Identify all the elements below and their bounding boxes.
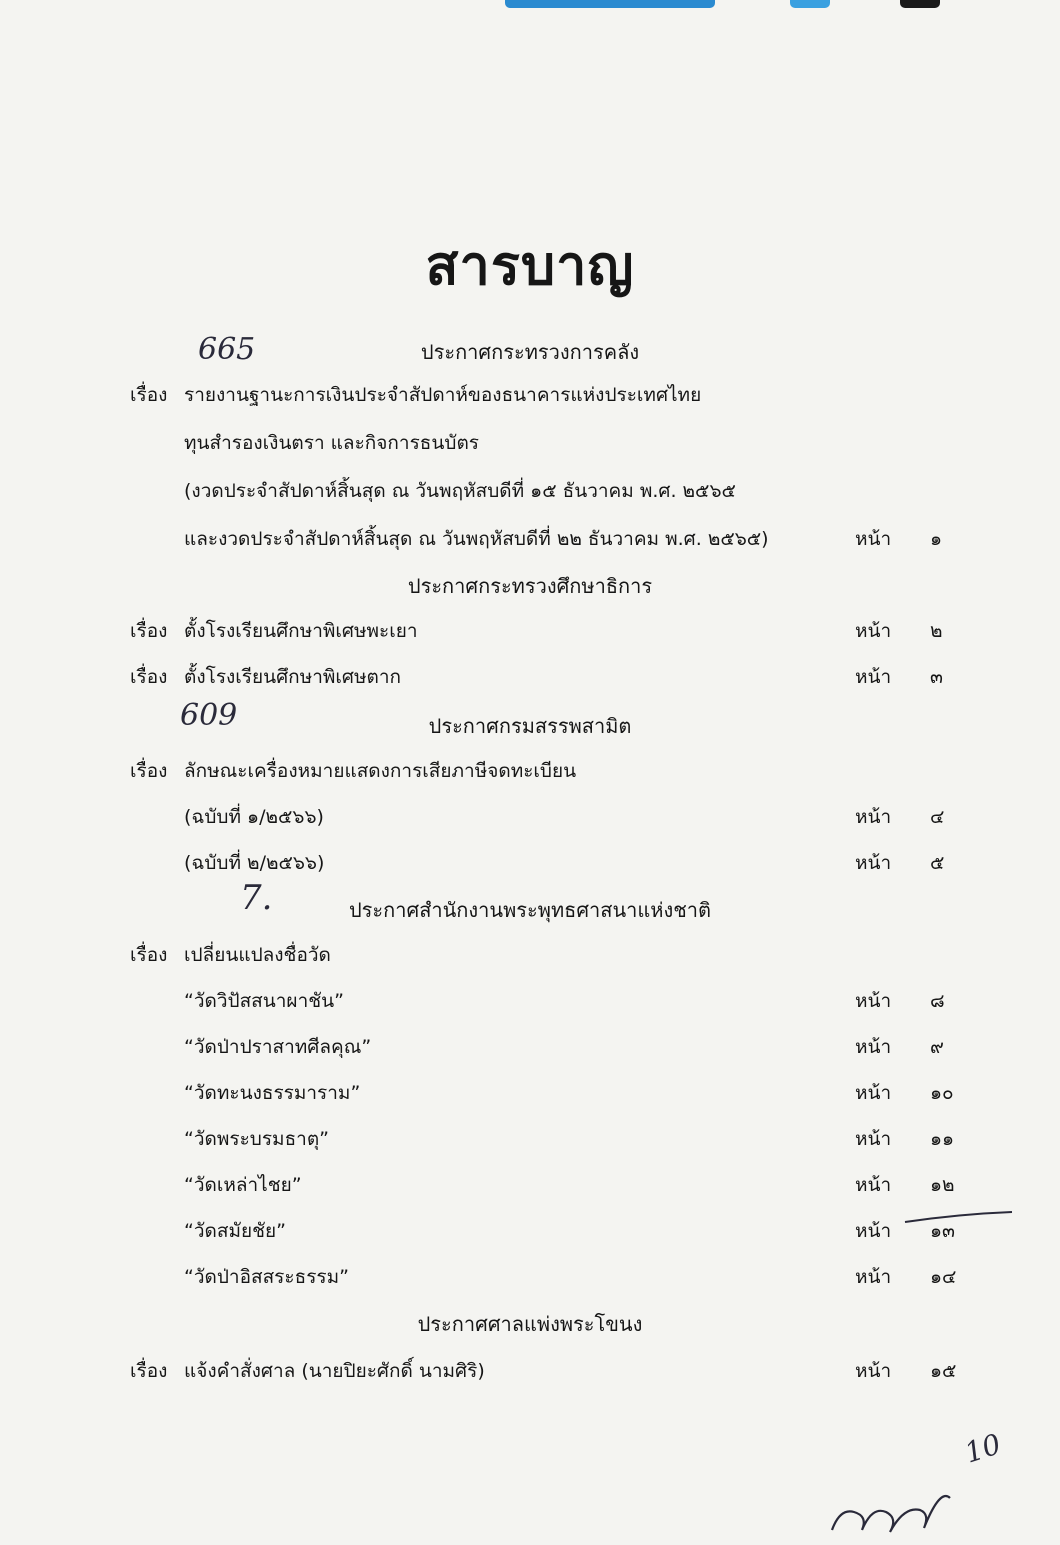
page-label: หน้า bbox=[855, 1174, 892, 1196]
section-heading-finance: ประกาศกระทรวงการคลัง bbox=[420, 340, 640, 364]
entry-label: เรื่อง bbox=[130, 1360, 168, 1382]
entry-text: แจ้งคำสั่งศาล (นายปิยะศักดิ์ นามศิริ) bbox=[184, 1360, 485, 1382]
page-title: สารบาญ bbox=[425, 234, 635, 297]
entry-text: รายงานฐานะการเงินประจำสัปดาห์ของธนาคารแห่งประเทศไทย bbox=[184, 384, 702, 406]
page-label: หน้า bbox=[855, 1036, 892, 1058]
entry-text: ตั้งโรงเรียนศึกษาพิเศษพะเยา bbox=[184, 620, 418, 642]
handwritten-stroke bbox=[905, 1212, 1012, 1222]
entry-text: “วัดเหล่าไชย” bbox=[184, 1174, 302, 1196]
page-number: ๑๓ bbox=[930, 1220, 956, 1242]
entry-label: เรื่อง bbox=[130, 384, 168, 406]
page-label: หน้า bbox=[855, 528, 892, 550]
entry-text: “วัดพระบรมธาตุ” bbox=[184, 1128, 330, 1150]
page-number: ๒ bbox=[930, 620, 943, 642]
page-label: หน้า bbox=[855, 990, 892, 1012]
entry-label: เรื่อง bbox=[130, 620, 168, 642]
entry-text: “วัดป่าปราสาทศีลคุณ” bbox=[184, 1036, 372, 1058]
page-number: ๑๐ bbox=[930, 1082, 954, 1104]
page-number: ๑๔ bbox=[930, 1266, 957, 1288]
page-number: ๙ bbox=[930, 1036, 944, 1058]
page-label: หน้า bbox=[855, 852, 892, 874]
section-heading-education: ประกาศกระทรวงศึกษาธิการ bbox=[407, 574, 653, 598]
entry-text: เปลี่ยนแปลงชื่อวัด bbox=[184, 944, 331, 966]
page-label: หน้า bbox=[855, 1220, 892, 1242]
entry-text: “วัดป่าอิสสระธรรม” bbox=[184, 1266, 349, 1288]
section-heading-buddhism: ประกาศสำนักงานพระพุทธศาสนาแห่งชาติ bbox=[348, 898, 711, 922]
page-label: หน้า bbox=[855, 1266, 892, 1288]
handwritten-note: 665 bbox=[198, 332, 256, 367]
page-label: หน้า bbox=[855, 1128, 892, 1150]
entry-text: “วัดทะนงธรรมาราม” bbox=[184, 1082, 361, 1104]
entry-text: ตั้งโรงเรียนศึกษาพิเศษตาก bbox=[184, 666, 401, 688]
page-number: ๑๑ bbox=[930, 1128, 955, 1150]
entry-text: (งวดประจำสัปดาห์สิ้นสุด ณ วันพฤหัสบดีที่ ๑๕ ธันวาคม พ.ศ. ๒๕๖๕ bbox=[184, 480, 736, 502]
handwritten-note: 609 bbox=[180, 698, 238, 733]
entry-text: (ฉบับที่ ๑/๒๕๖๖) bbox=[184, 806, 324, 828]
section-heading-civil-court: ประกาศศาลแพ่งพระโขนง bbox=[417, 1312, 643, 1336]
page-number: ๑๕ bbox=[930, 1360, 957, 1382]
page-number: ๘ bbox=[930, 990, 945, 1012]
entry-text: และงวดประจำสัปดาห์สิ้นสุด ณ วันพฤหัสบดีที่ ๒๒ ธันวาคม พ.ศ. ๒๕๖๕) bbox=[184, 528, 769, 550]
entry-text: “วัดสมัยชัย” bbox=[184, 1220, 286, 1242]
page-number: ๓ bbox=[930, 666, 943, 688]
entry-text: “วัดวิปัสสนาผาชัน” bbox=[184, 990, 344, 1012]
entry-label: เรื่อง bbox=[130, 666, 168, 688]
page-label: หน้า bbox=[855, 1082, 892, 1104]
handwritten-note: 7. bbox=[240, 878, 273, 918]
handwritten-signature bbox=[832, 1496, 950, 1532]
page-number: ๔ bbox=[930, 806, 945, 828]
entry-label: เรื่อง bbox=[130, 760, 168, 782]
page-label: หน้า bbox=[855, 666, 892, 688]
section-heading-excise: ประกาศกรมสรรพสามิต bbox=[428, 714, 632, 738]
page-number: ๑๒ bbox=[930, 1174, 955, 1196]
entry-text: (ฉบับที่ ๒/๒๕๖๖) bbox=[184, 852, 325, 874]
page-label: หน้า bbox=[855, 806, 892, 828]
page-number: ๕ bbox=[930, 852, 945, 874]
entry-text: ลักษณะเครื่องหมายแสดงการเสียภาษีจดทะเบียน bbox=[184, 760, 577, 782]
handwritten-note: 10 bbox=[960, 1427, 1005, 1470]
page-label: หน้า bbox=[855, 620, 892, 642]
page-number: ๑ bbox=[930, 528, 943, 550]
entry-label: เรื่อง bbox=[130, 944, 168, 966]
page-label: หน้า bbox=[855, 1360, 892, 1382]
entry-text: ทุนสำรองเงินตรา และกิจการธนบัตร bbox=[184, 432, 479, 454]
